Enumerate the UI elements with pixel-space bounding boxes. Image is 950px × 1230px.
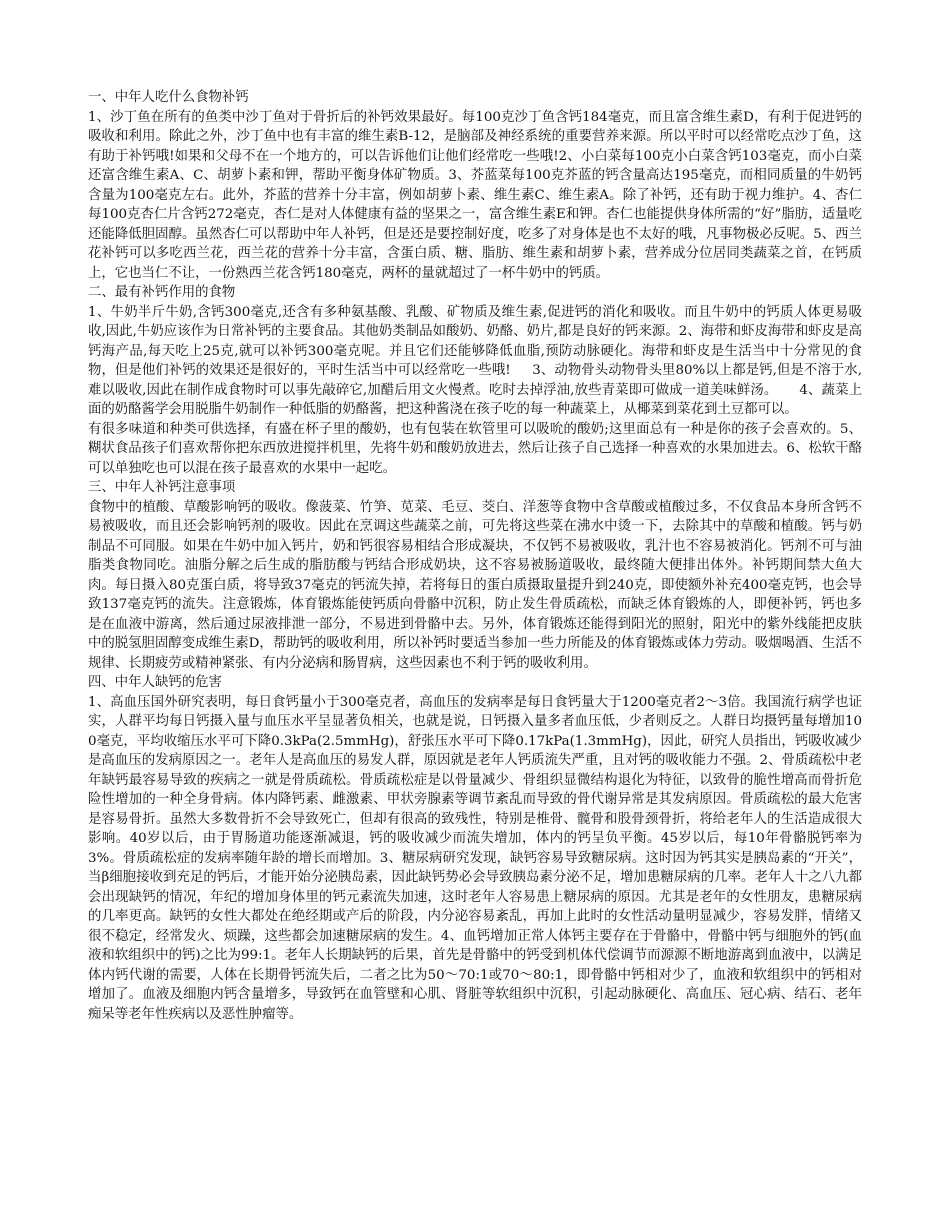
section-paragraph: 有很多味道和种类可供选择，有盛在杯子里的酸奶，也有包装在软管里可以吸吮的酸奶;这里面总有一种是你的孩子会喜欢的。5、糊状食品孩子们喜欢帮你把东西放进搅拌机里，先将牛奶和酸奶放进去，然后让孩子自己选择一种喜欢的水果加进去。6、松软干酪可以单独吃也可以混在孩子最喜欢的水果中一起吃。 [88, 421, 862, 476]
document-body [88, 88, 862, 1024]
section-calcium-deficiency-harm [88, 673, 862, 1024]
section-heading: 二、最有补钙作用的食物 [88, 285, 236, 300]
section-paragraph: 1、高血压国外研究表明，每日食钙量小于300毫克者，高血压的发病率是每日食钙量大于1200毫克者2～3倍。我国流行病学也证实，人群平均每日钙摄入量与血压水平呈显著负相关，也就是说，日钙摄入量多者血压低，少者则反之。人群日均摄钙量每增加100毫克，平均收缩压水平可下降0.3kPa(2.5mmHg)，舒张压水平可下降0.17kPa(1.3mmHg)，因此，研究人员指出，钙吸收减少是高血压的发病原因之一。老年人是高血压的易发人群，原因就是老年人钙质流失严重，且对钙的吸收能力不强。2、骨质疏松中老年缺钙最容易导致的疾病之一就是骨质疏松。骨质疏松症是以骨量减少、骨组织显微结构退化为特征，以致骨的脆性增高而骨折危险性增加的一种全身骨病。体内降钙素、雌激素、甲状旁腺素等调节紊乱而导致的骨代谢异常是其发病原因。骨质疏松的最大危害是容易骨折。虽然大多数骨折不会导致死亡，但却有很高的致残性，特别是椎骨、髋骨和股骨颈骨折，将给老年人的生活造成很大影响。40岁以后，由于胃肠道功能逐渐减退，钙的吸收减少而流失增加，体内的钙呈负平衡。45岁以后，每10年骨骼脱钙率为3%。骨质疏松症的发病率随年龄的增长而增加。3、糖尿病研究发现，缺钙容易导致糖尿病。这时因为钙其实是胰岛素的“开关”，当β细胞接收到充足的钙后，才能开始分泌胰岛素，因此缺钙势必会导致胰岛素分泌不足，增加患糖尿病的几率。老年人十之八九都会出现缺钙的情况，年纪的增加身体里的钙元素流失加速，这时老年人容易患上糖尿病的原因。尤其是老年的女性朋友，患糖尿病的几率更高。缺钙的女性大都处在绝经期或产后的阶段，内分泌容易紊乱，再加上此时的女性活动量明显减少，容易发胖，情绪又很不稳定，经常发火、烦躁，这些都会加速糖尿病的发生。4、血钙增加正常人体钙主要存在于骨骼中，骨骼中钙与细胞外的钙(血液和软组织中的钙)之比为99:1。老年人长期缺钙的后果，首先是骨骼中的钙受到机体代偿调节而源源不断地游离到血液中，以满足体内钙代谢的需要，人体在长期骨钙流失后，二者之比为50～70:1或70～80:1，即骨骼中钙相对少了，血液和软组织中的钙相对增加了。血液及细胞内钙含量增多，导致钙在血管壁和心肌、肾脏等软组织中沉积，引起动脉硬化、高血压、冠心病、结石、老年痴呆等老年性疾病以及恶性肿瘤等。 [88, 694, 862, 1022]
section-paragraph: 食物中的植酸、草酸影响钙的吸收。像菠菜、竹笋、苋菜、毛豆、茭白、洋葱等食物中含草酸或植酸过多，不仅食品本身所含钙不易被吸收，而且还会影响钙剂的吸收。因此在烹调这些蔬菜之前，可先将这些菜在沸水中烫一下，去除其中的草酸和植酸。钙与奶制品不可同服。如果在牛奶中加入钙片，奶和钙很容易相结合形成凝块，不仅钙不易被吸收，乳汁也不容易被消化。钙剂不可与油脂类食物同吃。油脂分解之后生成的脂肪酸与钙结合形成奶块，这不容易被肠道吸收，最终随大便排出体外。补钙期间禁大鱼大肉。每日摄入80克蛋白质，将导致37毫克的钙流失掉，若将每日的蛋白质摄取量提升到240克，即使额外补充400毫克钙，也会导致137毫克钙的流失。注意锻炼，体育锻炼能使钙质向骨骼中沉积，防止发生骨质疏松，而缺乏体育锻炼的人，即便补钙，钙也多是在血液中游离，然后通过尿液排泄一部分，不易进到骨骼中去。另外，体育锻炼还能得到阳光的照射，阳光中的紫外线能把皮肤中的脱氢胆固醇变成维生素D，帮助钙的吸收利用，所以补钙时要适当参加一些力所能及的体育锻炼或体力劳动。吸烟喝酒、生活不规律、长期疲劳或精神紧张、有内分泌病和肠胃病，这些因素也不利于钙的吸收利用。 [88, 499, 862, 671]
section-calcium-precautions [88, 478, 862, 673]
section-heading: 三、中年人补钙注意事项 [88, 480, 236, 495]
section-best-calcium-foods [88, 283, 862, 478]
section-paragraph: 1、牛奶半斤牛奶,含钙300毫克,还含有多种氨基酸、乳酸、矿物质及维生素,促进钙的消化和吸收。而且牛奶中的钙质人体更易吸收,因此,牛奶应该作为日常补钙的主要食品。其他奶类制品如酸奶、奶酪、奶片,都是良好的钙来源。2、海带和虾皮海带和虾皮是高钙海产品,每天吃上25克,就可以补钙300毫克呢。并且它们还能够降低血脂,预防动脉硬化。海带和虾皮是生活当中十分常见的食物，但是他们补钙的效果还是很好的，平时生活当中可以经常吃一些哦! 3、动物骨头动物骨头里80%以上都是钙,但是不溶于水,难以吸收,因此在制作成食物时可以事先敲碎它,加醋后用文火慢煮。吃时去掉浮油,放些青菜即可做成一道美味鲜汤。 4、蔬菜上面的奶酪酱学会用脱脂牛奶制作一种低脂的奶酪酱，把这种酱浇在孩子吃的每一种蔬菜上，从椰菜到菜花到土豆都可以。 [88, 304, 862, 417]
section-heading: 一、中年人吃什么食物补钙 [88, 90, 249, 105]
section-paragraph: 1、沙丁鱼在所有的鱼类中沙丁鱼对于骨折后的补钙效果最好。每100克沙丁鱼含钙184毫克，而且富含维生素D，有利于促进钙的吸收和利用。除此之外，沙丁鱼中也有丰富的维生素B-12，是脑部及神经系统的重要营养来源。所以平时可以经常吃点沙丁鱼，这有助于补钙哦!如果和父母不在一个地方的，可以告诉他们让他们经常吃一些哦!2、小白菜每100克小白菜含钙103毫克，而小白菜还富含维生素A、C、胡萝卜素和钾，帮助平衡身体矿物质。3、芥蓝菜每100克芥蓝的钙含量高达195毫克，而相同质量的牛奶钙含量为100毫克左右。此外，芥蓝的营养十分丰富，例如胡萝卜素、维生素C、维生素A。除了补钙，还有助于视力维护。4、杏仁每100克杏仁片含钙272毫克，杏仁是对人体健康有益的坚果之一，富含维生素E和钾。杏仁也能提供身体所需的“好”脂肪，适量吃还能降低胆固醇。虽然杏仁可以帮助中年人补钙，但是还是要控制好度，吃多了对身体是也不太好的哦，凡事物极必反呢。5、西兰花补钙可以多吃西兰花，西兰花的营养十分丰富，含蛋白质、糖、脂肪、维生素和胡萝卜素，营养成分位居同类蔬菜之首，在钙质上，它也当仁不让，一份熟西兰花含钙180毫克，两杯的量就超过了一杯牛奶中的钙质。 [88, 109, 862, 281]
section-calcium-foods [88, 88, 862, 283]
section-heading: 四、中年人缺钙的危害 [88, 675, 222, 690]
